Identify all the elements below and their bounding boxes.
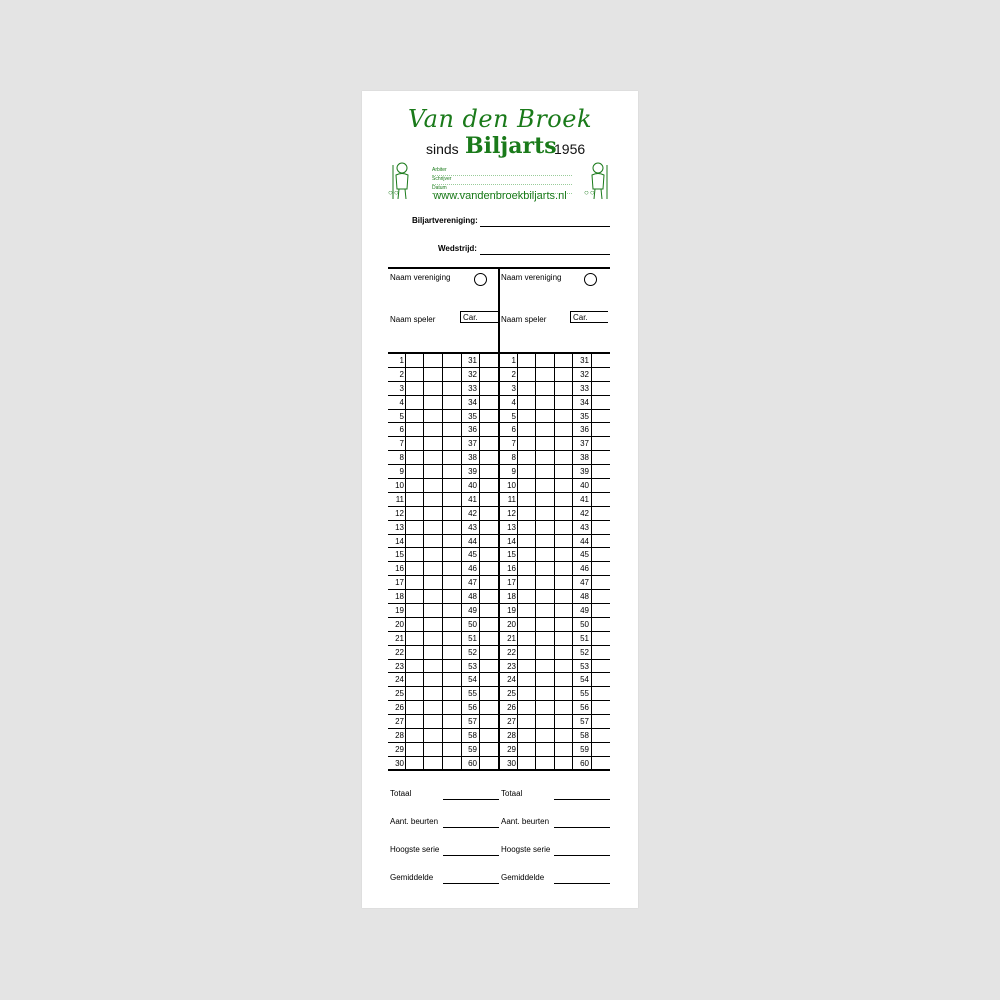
player2-turn-number: 58 bbox=[580, 731, 589, 741]
player2-summary-field[interactable] bbox=[554, 799, 610, 800]
player2-summary-label: Totaal bbox=[501, 789, 523, 798]
player1-turn-number: 34 bbox=[468, 397, 477, 407]
player2-turn-number: 50 bbox=[580, 619, 589, 629]
grid-bottom-rule bbox=[388, 769, 610, 771]
header-center-divider bbox=[498, 267, 500, 355]
player2-turn-number: 42 bbox=[580, 508, 589, 518]
brand-field-arbiter: Arbiter bbox=[432, 167, 572, 176]
player1-turn-number: 56 bbox=[468, 703, 477, 713]
player2-turn-number: 43 bbox=[580, 522, 589, 532]
player1-turn-number: 10 bbox=[395, 481, 404, 491]
player1-turn-number: 58 bbox=[468, 731, 477, 741]
player2-turn-number: 47 bbox=[580, 578, 589, 588]
grid-vline bbox=[517, 354, 518, 771]
billiard-balls-left-icon: ○○ bbox=[388, 188, 400, 197]
player2-turn-number: 48 bbox=[580, 592, 589, 602]
player2-turn-number: 38 bbox=[580, 453, 589, 463]
player2-turn-number: 7 bbox=[511, 439, 516, 449]
scoresheet-card bbox=[362, 91, 638, 908]
player2-turn-number: 30 bbox=[507, 758, 516, 768]
player2-turn-number: 8 bbox=[511, 453, 516, 463]
player1-name-label: Naam speler bbox=[390, 315, 436, 324]
player2-turn-number: 34 bbox=[580, 397, 589, 407]
player1-turn-number: 16 bbox=[395, 564, 404, 574]
player2-turn-number: 24 bbox=[507, 675, 516, 685]
grid-vline bbox=[591, 354, 592, 771]
player1-turn-number: 42 bbox=[468, 508, 477, 518]
player1-break-circle[interactable] bbox=[474, 273, 487, 286]
player1-turn-number: 3 bbox=[399, 383, 404, 393]
player2-turn-number: 6 bbox=[511, 425, 516, 435]
brand-field-schrijver: Schrijver bbox=[432, 176, 572, 185]
grid-vline bbox=[423, 354, 424, 771]
player2-turn-number: 22 bbox=[507, 647, 516, 657]
player1-turn-number: 51 bbox=[468, 633, 477, 643]
grid-vline bbox=[554, 354, 555, 771]
player2-turn-number: 13 bbox=[507, 522, 516, 532]
player1-turn-number: 54 bbox=[468, 675, 477, 685]
player2-break-circle[interactable] bbox=[584, 273, 597, 286]
player1-turn-number: 53 bbox=[468, 661, 477, 671]
player2-turn-number: 56 bbox=[580, 703, 589, 713]
wedstrijd-label: Wedstrijd: bbox=[438, 244, 477, 253]
player1-summary-label: Totaal bbox=[390, 789, 412, 798]
player1-summary-label: Aant. beurten bbox=[390, 817, 439, 826]
player2-turn-number: 4 bbox=[511, 397, 516, 407]
player1-turn-number: 9 bbox=[399, 467, 404, 477]
player2-turn-number: 31 bbox=[580, 356, 589, 365]
brand-url: www.vandenbroekbiljarts.nl bbox=[433, 190, 567, 202]
player1-summary-field[interactable] bbox=[443, 799, 499, 800]
player1-turn-number: 36 bbox=[468, 425, 477, 435]
grid-vline bbox=[535, 354, 536, 771]
player1-turn-number: 25 bbox=[395, 689, 404, 699]
player2-turn-number: 10 bbox=[507, 481, 516, 491]
player2-turn-number: 37 bbox=[580, 439, 589, 449]
player1-car-box[interactable]: Car. bbox=[460, 311, 498, 323]
player1-turn-number: 21 bbox=[395, 633, 404, 643]
player1-summary-field[interactable] bbox=[443, 883, 499, 884]
player2-turn-number: 12 bbox=[507, 508, 516, 518]
player1-summary-label: Hoogste serie bbox=[390, 845, 440, 854]
player1-turn-number: 39 bbox=[468, 467, 477, 477]
player1-turn-number: 13 bbox=[395, 522, 404, 532]
player1-turn-number: 60 bbox=[468, 758, 477, 768]
player1-turn-number: 49 bbox=[468, 606, 477, 616]
player1-turn-number: 6 bbox=[399, 425, 404, 435]
player1-turn-number: 22 bbox=[395, 647, 404, 657]
player2-name-label: Naam speler bbox=[501, 315, 547, 324]
player2-turn-number: 21 bbox=[507, 633, 516, 643]
player1-turn-number: 57 bbox=[468, 717, 477, 727]
player1-turn-number: 26 bbox=[395, 703, 404, 713]
player1-turn-number: 35 bbox=[468, 411, 477, 421]
brand-year: 1956 bbox=[554, 141, 586, 157]
billiard-balls-right-icon: ○○ bbox=[584, 188, 596, 197]
player2-turn-number: 59 bbox=[580, 744, 589, 754]
player1-turn-number: 14 bbox=[395, 536, 404, 546]
player2-turn-number: 16 bbox=[507, 564, 516, 574]
player1-turn-number: 41 bbox=[468, 494, 477, 504]
player1-turn-number: 31 bbox=[468, 356, 477, 365]
player1-summary-field[interactable] bbox=[443, 855, 499, 856]
player2-turn-number: 18 bbox=[507, 592, 516, 602]
grid-vline bbox=[572, 354, 573, 771]
player2-turn-number: 17 bbox=[507, 578, 516, 588]
player1-turn-number: 52 bbox=[468, 647, 477, 657]
player2-turn-number: 55 bbox=[580, 689, 589, 699]
brand-tagline bbox=[362, 133, 638, 161]
player1-turn-number: 15 bbox=[395, 550, 404, 560]
player2-turn-number: 28 bbox=[507, 731, 516, 741]
player1-turn-number: 40 bbox=[468, 481, 477, 491]
player1-turn-number: 1 bbox=[399, 356, 404, 365]
player1-turn-number: 24 bbox=[395, 675, 404, 685]
player2-turn-number: 29 bbox=[507, 744, 516, 754]
wedstrijd-field[interactable] bbox=[480, 254, 610, 255]
player2-turn-number: 23 bbox=[507, 661, 516, 671]
player2-turn-number: 53 bbox=[580, 661, 589, 671]
player2-turn-number: 41 bbox=[580, 494, 589, 504]
player2-turn-number: 32 bbox=[580, 369, 589, 379]
player1-turn-number: 46 bbox=[468, 564, 477, 574]
player2-turn-number: 33 bbox=[580, 383, 589, 393]
player2-turn-number: 45 bbox=[580, 550, 589, 560]
player2-turn-number: 36 bbox=[580, 425, 589, 435]
player2-turn-number: 15 bbox=[507, 550, 516, 560]
player1-turn-number: 2 bbox=[399, 369, 404, 379]
player1-turn-number: 17 bbox=[395, 578, 404, 588]
player1-turn-number: 30 bbox=[395, 758, 404, 768]
grid-vline bbox=[442, 354, 443, 771]
brand-name: Van den Broek bbox=[408, 105, 592, 133]
player2-turn-number: 11 bbox=[507, 494, 516, 504]
player2-summary-field[interactable] bbox=[554, 855, 610, 856]
player2-turn-number: 14 bbox=[507, 536, 516, 546]
player1-turn-number: 27 bbox=[395, 717, 404, 727]
brand-sinds: sinds bbox=[426, 141, 459, 157]
player1-turn-number: 59 bbox=[468, 744, 477, 754]
grid-center-divider bbox=[498, 354, 500, 771]
player2-turn-number: 1 bbox=[511, 356, 516, 365]
player1-turn-number: 19 bbox=[395, 606, 404, 616]
player2-summary-field[interactable] bbox=[554, 827, 610, 828]
biljartvereniging-label: Biljartvereniging: bbox=[412, 216, 478, 225]
player2-turn-number: 54 bbox=[580, 675, 589, 685]
player2-turn-number: 49 bbox=[580, 606, 589, 616]
biljartvereniging-field[interactable] bbox=[480, 226, 610, 227]
player1-club-label: Naam vereniging bbox=[390, 273, 451, 282]
player1-turn-number: 44 bbox=[468, 536, 477, 546]
player1-summary-label: Gemiddelde bbox=[390, 873, 434, 882]
player1-turn-number: 29 bbox=[395, 744, 404, 754]
brand-field-datum: Datum bbox=[432, 185, 572, 194]
player2-turn-number: 46 bbox=[580, 564, 589, 574]
player2-turn-number: 52 bbox=[580, 647, 589, 657]
player2-summary-field[interactable] bbox=[554, 883, 610, 884]
player1-turn-number: 48 bbox=[468, 592, 477, 602]
player1-summary-field[interactable] bbox=[443, 827, 499, 828]
player1-turn-number: 45 bbox=[468, 550, 477, 560]
player2-summary-label: Aant. beurten bbox=[501, 817, 550, 826]
player1-turn-number: 8 bbox=[399, 453, 404, 463]
player2-turn-number: 60 bbox=[580, 758, 589, 768]
player1-turn-number: 18 bbox=[395, 592, 404, 602]
brand-biljarts: Biljarts bbox=[465, 133, 557, 159]
player2-turn-number: 39 bbox=[580, 467, 589, 477]
player2-summary-label: Gemiddelde bbox=[501, 873, 545, 882]
player2-turn-number: 44 bbox=[580, 536, 589, 546]
player2-turn-number: 3 bbox=[511, 383, 516, 393]
player1-turn-number: 11 bbox=[395, 494, 404, 504]
player2-turn-number: 27 bbox=[507, 717, 516, 727]
player2-turn-number: 19 bbox=[507, 606, 516, 616]
player2-turn-number: 9 bbox=[511, 467, 516, 477]
player1-turn-number: 12 bbox=[395, 508, 404, 518]
player2-summary-label: Hoogste serie bbox=[501, 845, 551, 854]
player1-turn-number: 4 bbox=[399, 397, 404, 407]
grid-vline bbox=[461, 354, 462, 771]
grid-vline bbox=[479, 354, 480, 771]
player2-turn-number: 2 bbox=[511, 369, 516, 379]
player2-turn-number: 51 bbox=[580, 633, 589, 643]
player2-turn-number: 35 bbox=[580, 411, 589, 421]
player2-turn-number: 25 bbox=[507, 689, 516, 699]
player1-turn-number: 38 bbox=[468, 453, 477, 463]
player2-turn-number: 5 bbox=[511, 411, 516, 421]
player1-turn-number: 5 bbox=[399, 411, 404, 421]
player1-turn-number: 50 bbox=[468, 619, 477, 629]
player2-turn-number: 26 bbox=[507, 703, 516, 713]
player1-turn-number: 33 bbox=[468, 383, 477, 393]
player1-turn-number: 32 bbox=[468, 369, 477, 379]
player1-turn-number: 47 bbox=[468, 578, 477, 588]
player2-car-box[interactable]: Car. bbox=[570, 311, 608, 323]
player2-club-label: Naam vereniging bbox=[501, 273, 562, 282]
player2-turn-number: 57 bbox=[580, 717, 589, 727]
player1-turn-number: 55 bbox=[468, 689, 477, 699]
player1-turn-number: 37 bbox=[468, 439, 477, 449]
player2-turn-number: 40 bbox=[580, 481, 589, 491]
player1-turn-number: 23 bbox=[395, 661, 404, 671]
player1-turn-number: 28 bbox=[395, 731, 404, 741]
player1-turn-number: 43 bbox=[468, 522, 477, 532]
player1-turn-number: 7 bbox=[399, 439, 404, 449]
player2-turn-number: 20 bbox=[507, 619, 516, 629]
player1-turn-number: 20 bbox=[395, 619, 404, 629]
grid-vline bbox=[405, 354, 406, 771]
